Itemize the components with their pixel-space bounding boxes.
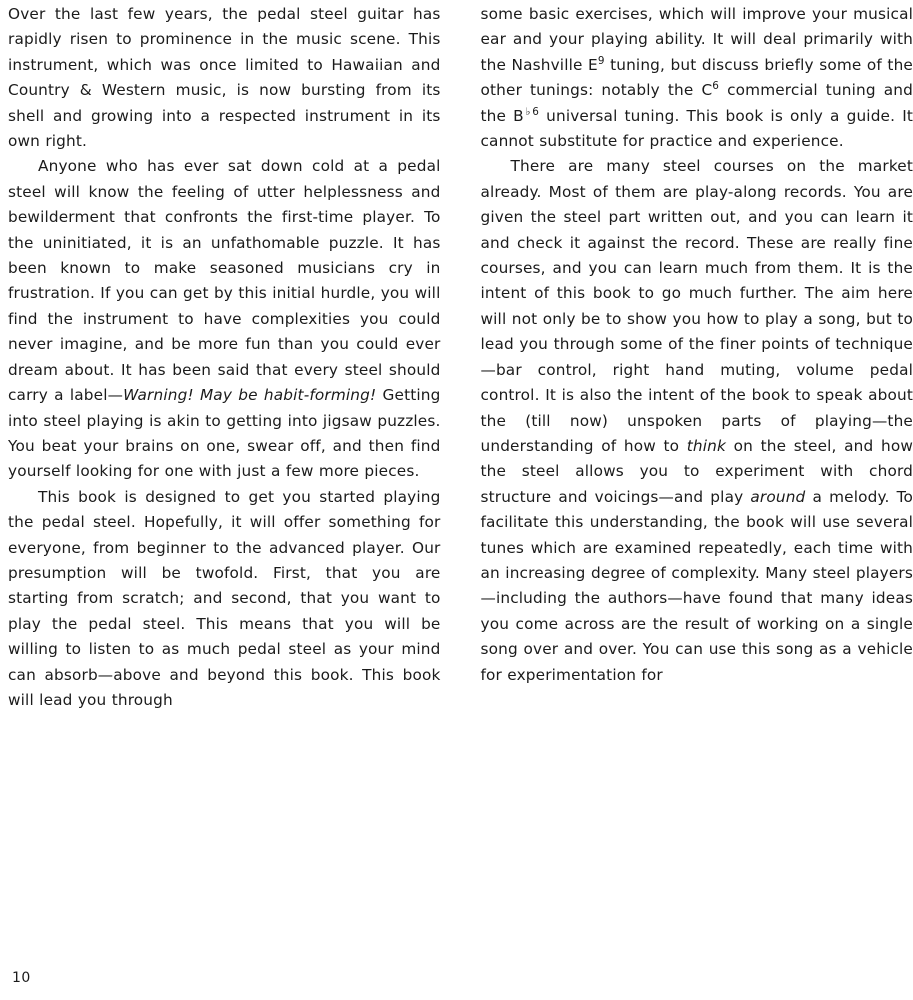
- paragraph: This book is designed to get you started playing the pedal steel. Hopefully, it will offer something for everyone, from beginner to the advanced player. Our presumption will be twofold. First, that you are starting from scratch; and second, that you want to play the pedal steel. This means that you will be willing to listen to as much pedal steel as your mind can absorb—above and beyond this book. This book will lead you through: [8, 487, 441, 709]
- paragraph: There are many steel courses on the market already. Most of them are play-along records. You are given the steel part written out, and you can learn it and check it against the record. These are really fine courses, and you can learn much from them. It is the intent of this book to go much further. The aim here will not only be to show you how to play a song, but to lead you through some of the finer points of technique—bar control, right hand muting, volume pedal control. It is also the intent of the book to speak about the (till now) unspoken parts of playing—the understanding of how to think on the steel, and how the steel allows you to experiment with chord structure and voicings—and play around a melody. To facilitate this understanding, the book will use several tunes which are examined repeatedly, each time with an increasing degree of complexity. Many steel players—including the authors—have found that many ideas you come across are the result of working on a single song over and over. You can use this song as a vehicle for experimentation for: [480, 157, 913, 684]
- page-number: 10: [12, 970, 31, 986]
- italic-word-around: around: [750, 487, 806, 506]
- paragraph: Over the last few years, the pedal steel guitar has rapidly risen to prominence in the music scene. This instrument, which was once limited to Hawaiian and Country & Western music, is now bursting from its shell and growing into a respected instrument in its own right.: [8, 5, 441, 151]
- tuning-superscript-commercial: 6: [712, 80, 720, 93]
- left-text-column: [8, 0, 441, 713]
- tuning-superscript-universal: ♭6: [523, 105, 540, 118]
- italic-phrase-warning: Warning! May be habit-forming!: [123, 386, 377, 405]
- tuning-superscript-nashville: 9: [597, 54, 605, 67]
- right-text-column: [481, 0, 913, 713]
- italic-word-think: think: [686, 436, 727, 455]
- paragraph: Anyone who has ever sat down cold at a pedal steel will know the feeling of utter helplessness and bewilderment that confronts the first-time player. To the uninitiated, it is an unfathomable puzzle. It has been known to make seasoned musicians cry in frustration. If you can get by this initial hurdle, you will find the instrument to have complexities you could never imagine, and be more fun than you could ever dream about. It has been said that every steel should carry a label—Warning! May be habit-forming! Getting into steel playing is akin to getting into jigsaw puzzles. You beat your brains on one, swear off, and then find yourself looking for one with just a few more pieces.: [8, 157, 441, 481]
- paragraph: some basic exercises, which will improve your musical ear and your playing ability. It will deal primarily with the Nashville $E^9$ tuning, but discuss briefly some of the other tunings: notably the $C^6$ commercial tuning and the $B^{♭6}$ universal tuning. This book is only a guide. It cannot substitute for practice and experience.: [480, 5, 913, 151]
